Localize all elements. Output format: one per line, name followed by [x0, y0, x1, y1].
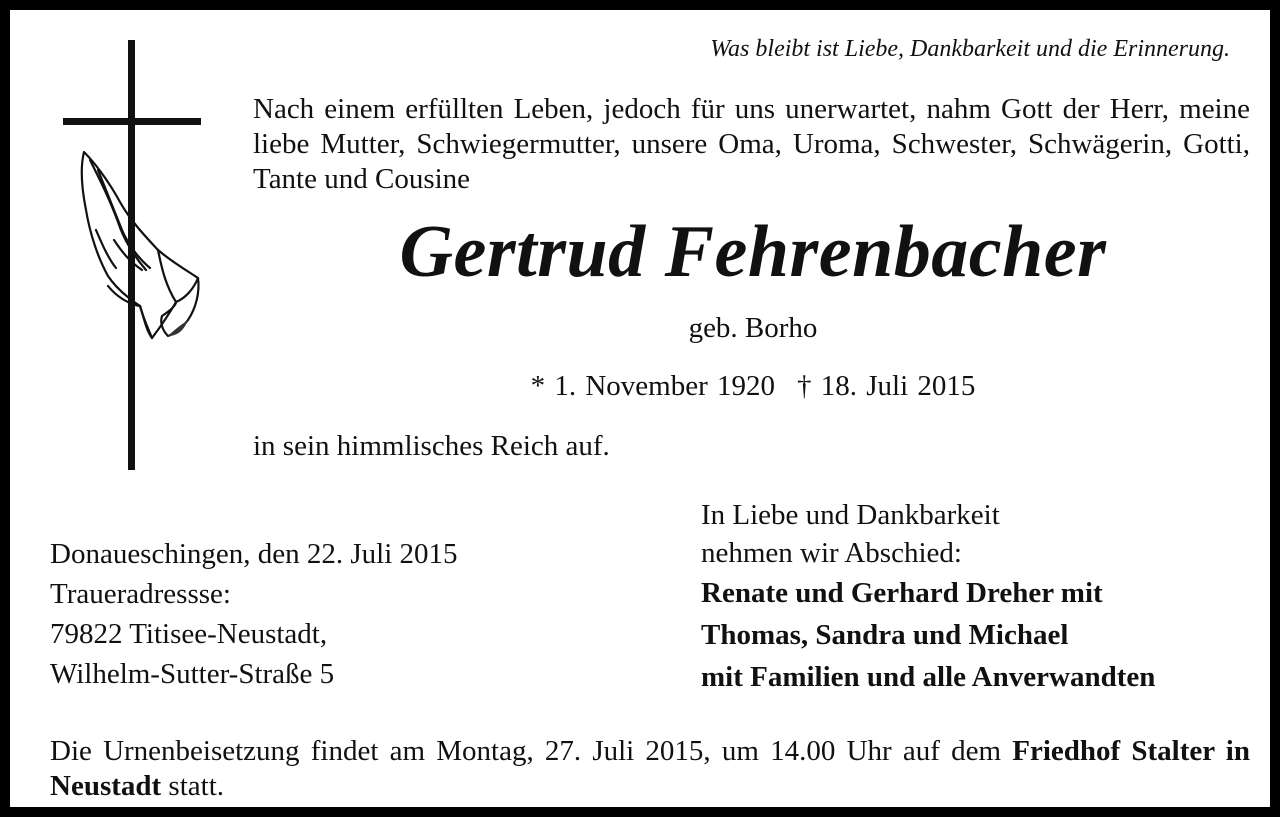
birth-name: geb. Borho	[688, 312, 818, 344]
address-label: Traueradressse:	[50, 578, 231, 610]
motto: Was bleibt ist Liebe, Dankbarkeit und die Erinnerung.	[710, 36, 1230, 62]
address-line-1: 79822 Titisee-Neustadt,	[50, 618, 328, 650]
mourner-line: mit Familien und alle Anverwandten	[701, 661, 1156, 693]
burial-text-end: statt.	[161, 770, 225, 802]
cross-icon	[50, 30, 210, 470]
mourners-block	[701, 496, 1155, 698]
farewell-line-1: In Liebe und Dankbarkeit	[701, 499, 1000, 531]
birth-date: * 1. November 1920	[530, 370, 775, 402]
burial-place: Friedhof Stalter in Neustadt	[50, 735, 1250, 802]
life-dates	[253, 370, 1253, 403]
death-date: † 18. Juli 2015	[797, 370, 976, 402]
address-block	[50, 534, 458, 694]
intro-conclusion: in sein himmlisches Reich auf.	[253, 430, 610, 462]
mourner-line: Thomas, Sandra und Michael	[701, 619, 1069, 651]
address-line-2: Wilhelm-Sutter-Straße 5	[50, 658, 335, 690]
intro-text: Nach einem erfüllten Leben, jedoch für uns unerwartet, nahm Gott der Herr, meine liebe Mutter, Schwiegermutter, unsere Oma, Uroma, Schwester, Schwägerin, Gotti, Tante und Cousine	[253, 93, 1250, 195]
burial-notice	[50, 734, 1250, 804]
deceased-name: Gertrud Fehrenbacher	[399, 211, 1107, 293]
place-date: Donaueschingen, den 22. Juli 2015	[50, 538, 458, 570]
praying-hands-icon	[82, 152, 199, 338]
farewell-line-2: nehmen wir Abschied:	[701, 537, 962, 569]
mourner-line: Renate und Gerhard Dreher mit	[701, 577, 1103, 609]
burial-text: Die Urnenbeisetzung findet am Montag, 27. Juli 2015, um 14.00 Uhr auf dem	[50, 735, 1013, 767]
